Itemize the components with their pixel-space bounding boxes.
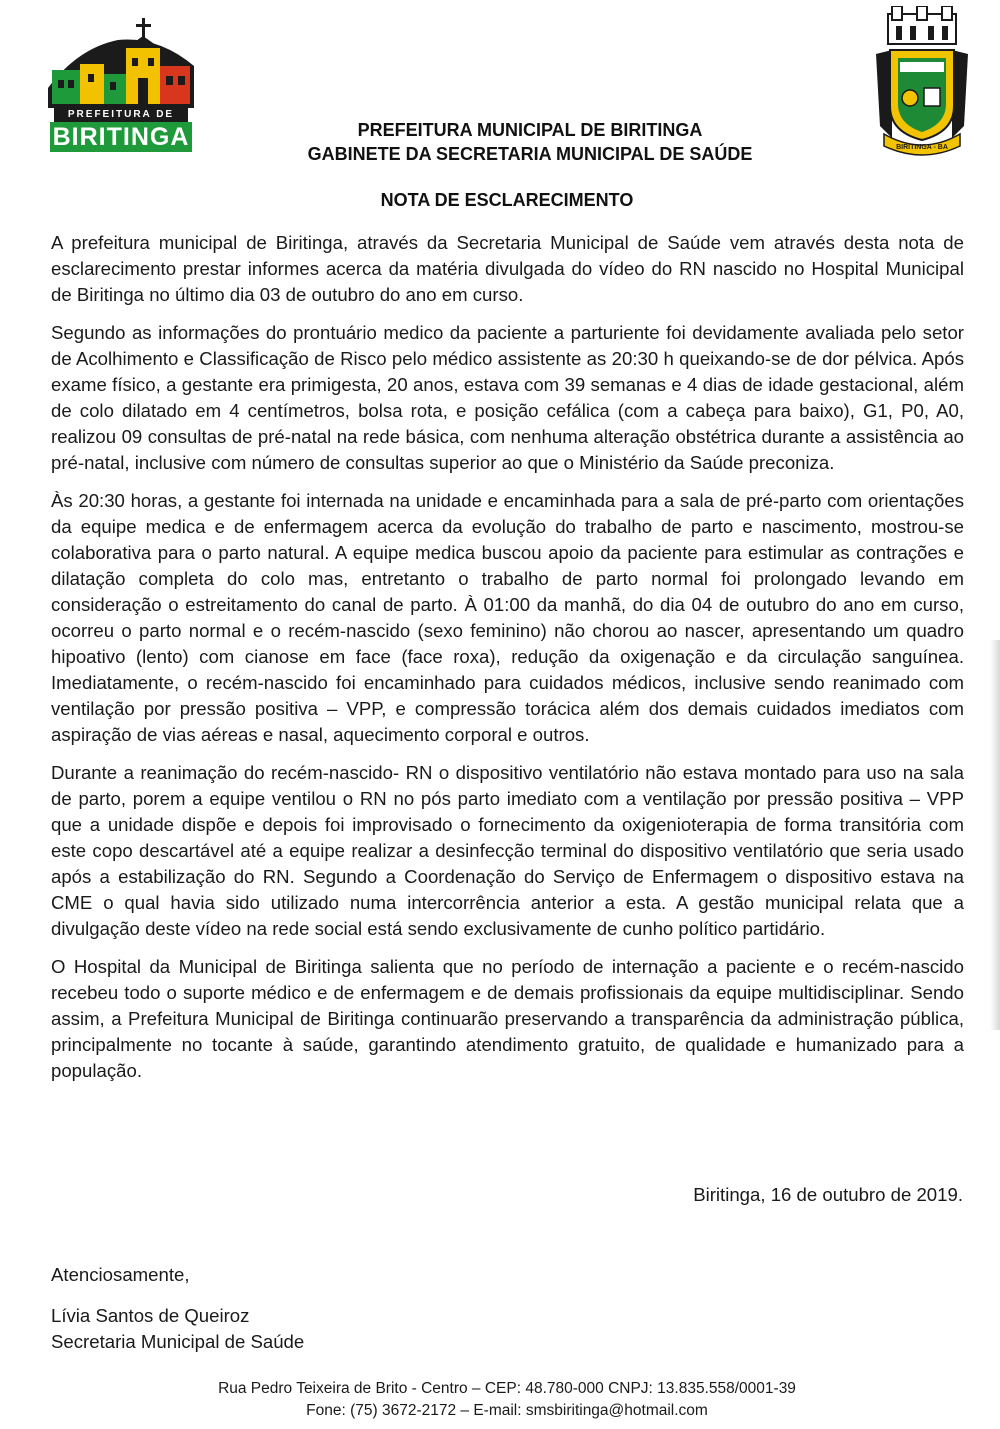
paragraph-2: Segundo as informações do prontuário medico da paciente a parturiente foi devidamente avaliada pelo setor de Acolhimento e Classificação de Risco pelo médico assistente as 20:30 h queixando-se de dor pélvica. Após exame físico, a gestante era primigesta, 20 anos, estava com 39 semanas e 4 dias de idade gestacional, além de colo dilatado em 4 centímetros, bolsa rota, e posição cefálica (com a cabeça para baixo), G1, P0, A0, realizou 09 consultas de pré-natal na rede básica, com nenhuma alteração obstétrica durante a assistência ao pré-natal, inclusive com número de consultas superior ao que o Ministério da Saúde preconiza. — [51, 322, 964, 473]
footer-address: Rua Pedro Teixeira de Brito - Centro – CEP: 48.780-000 CNPJ: 13.835.558/0001-39 — [218, 1380, 796, 1397]
document-date: Biritinga, 16 de outubro de 2019. — [693, 1184, 963, 1205]
header-line-2: GABINETE DA SECRETARIA MUNICIPAL DE SAÚDE — [307, 144, 753, 164]
page-edge-shadow — [990, 640, 1000, 1030]
coat-of-arms-icon — [874, 6, 970, 158]
logo-subtitle: PREFEITURA DE — [54, 108, 188, 122]
coat-of-arms — [874, 6, 970, 158]
document-header — [200, 118, 860, 166]
document-title: NOTA DE ESCLARECIMENTO — [380, 190, 634, 210]
document-footer — [0, 1378, 1000, 1422]
town-skyline-icon — [48, 18, 194, 108]
closing-salutation: Atenciosamente, — [51, 1264, 190, 1285]
footer-contact: Fone: (75) 3672-2172 – E-mail: smsbiritinga@hotmail.com — [306, 1402, 708, 1419]
signer-role: Secretaria Municipal de Saúde — [51, 1331, 305, 1352]
logo-title: BIRITINGA — [50, 122, 192, 152]
header-line-1: PREFEITURA MUNICIPAL DE BIRITINGA — [357, 120, 703, 140]
paragraph-4: Durante a reanimação do recém-nascido- RN o dispositivo ventilatório não estava montado para uso na sala de parto, porem a equipe ventilou o RN no pós parto imediato com a ventilação por pressão positiva – VPP que a unidade dispõe e depois foi improvisado o fornecimento da oxigenioterapia de forma transitória com este copo descartável até a equipe realizar a desinfecção terminal do dispositivo ventilatório que seria usado após a estabilização do RN. Segundo a Coordenação do Serviço de Enfermagem o dispositivo estava na CME o qual havia sido utilizado numa intercorrência anterior a esta. A gestão municipal relata que a divulgação deste vídeo na rede social está sendo exclusivamente de cunho político partidário. — [51, 762, 964, 939]
document-body — [51, 230, 964, 1096]
paragraph-5: O Hospital da Municipal de Biritinga salienta que no período de internação a paciente e o recém-nascido recebeu todo o suporte médico e de enfermagem e de demais profissionais da equipe multidisciplinar. Sendo assim, a Prefeitura Municipal de Biritinga continuarão preservando a transparência da administração pública, principalmente no tocante à saúde, garantindo atendimento gratuito, de qualidade e humanizado para a população. — [51, 956, 964, 1081]
signer-name: Lívia Santos de Queiroz — [51, 1305, 250, 1326]
paragraph-1: A prefeitura municipal de Biritinga, através da Secretaria Municipal de Saúde vem através desta nota de esclarecimento prestar informes acerca da matéria divulgada do vídeo do RN nascido no Hospital Municipal de Biritinga no último dia 03 de outubro do ano em curso. — [51, 232, 964, 305]
paragraph-3: Às 20:30 horas, a gestante foi internada na unidade e encaminhada para a sala de pré-parto com orientações da equipe medica e de enfermagem acerca da evolução do trabalho de parto e nascimento, mostrou-se colaborativa para o parto natural. A equipe medica buscou apoio da paciente para estimular as contrações e dilatação completa do colo mas, entretanto o trabalho de parto normal foi prolongado levando em consideração o estreitamento do canal de parto. À 01:00 da manhã, do dia 04 de outubro do ano em curso, ocorreu o parto normal e o recém-nascido (sexo feminino) não chorou ao nascer, apresentando um quadro hipoativo (lento) com cianose em face (face roxa), redução da oxigenação e da circulação sanguínea. Imediatamente, o recém-nascido foi encaminhado para cuidados médicos, inclusive sendo reanimado com ventilação por pressão positiva – VPP, e compressão torácica além dos demais cuidados imediatos com aspiração de vias aéreas e nasal, aquecimento corporal e outros. — [51, 490, 964, 745]
prefeitura-logo — [48, 18, 194, 151]
signature-block — [51, 1303, 304, 1355]
coat-of-arms-label: BIRITINGA - BA — [896, 144, 948, 151]
